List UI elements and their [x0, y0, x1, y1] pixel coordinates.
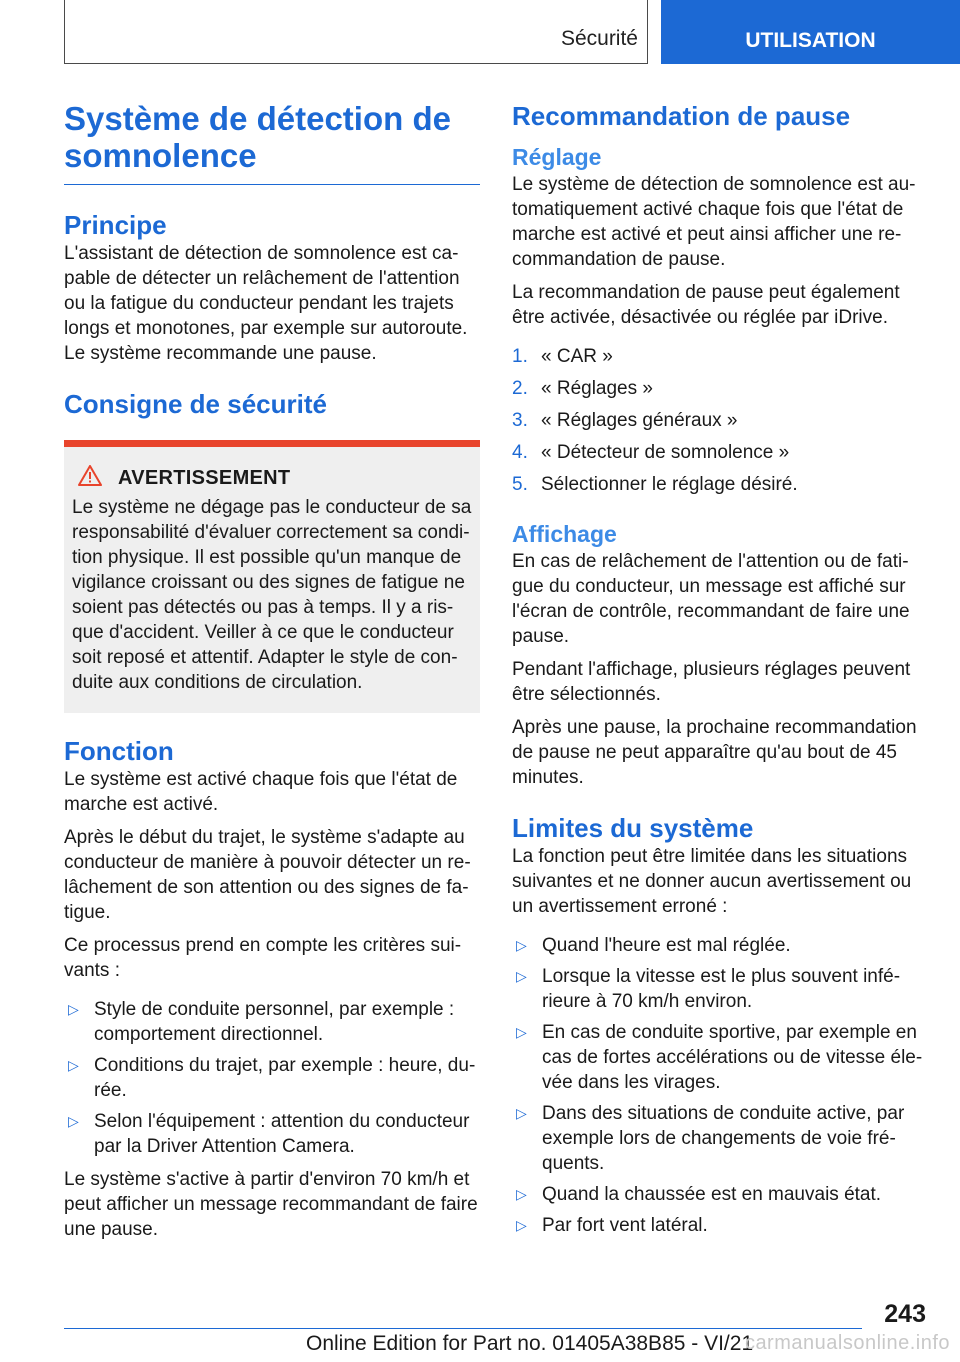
triangle-bullet-icon: ▷ — [68, 1113, 79, 1129]
limites-heading: Limites du système — [512, 813, 754, 843]
page-title: Système de détection de somnolence — [64, 100, 480, 185]
fonction-paragraph-4: Le système s'active à partir d'environ 70 km/h et peut afficher un message recommandant de faire une pause. — [64, 1169, 478, 1240]
criteria-list — [64, 997, 480, 1159]
list-item: ▷ Style de conduite personnel, par exemple : comportement directionnel. — [64, 997, 480, 1047]
triangle-bullet-icon: ▷ — [516, 968, 527, 984]
fonction-paragraph-2: Après le début du trajet, le système s'adapte au conducteur de manière à pouvoir détecter un relâchement de son attention ou des signes de fatigue. — [64, 827, 471, 923]
list-item: ▷ Quand la chaussée est en mauvais état. — [512, 1182, 924, 1207]
fonction-paragraph-1: Le système est activé chaque fois que l'état de marche est activé. — [64, 769, 458, 815]
reglage-heading: Réglage — [512, 144, 602, 170]
pause-heading: Recommandation de pause — [512, 101, 851, 131]
left-column — [64, 100, 480, 1242]
limites-paragraph: La fonction peut être limitée dans les situations suivantes et ne donner aucun avertissement ou un avertissement erroné : — [512, 846, 912, 917]
affichage-heading: Affichage — [512, 521, 617, 547]
principe-text: L'assistant de détection de somnolence est capable de détecter un relâchement de l'attention ou la fatigue du conducteur pendant les trajets longs et monotones, par exemple sur autoroute. Le système recommande une pause. — [64, 243, 468, 364]
warning-title: AVERTISSEMENT — [118, 466, 291, 489]
page-number: 243 — [884, 1300, 926, 1328]
list-item: 3. « Réglages généraux » — [512, 410, 738, 431]
watermark: carmanualsonline.info — [744, 1332, 950, 1354]
list-item: 1. « CAR » — [512, 346, 613, 367]
list-item: ▷ Selon l'équipement : attention du conducteur par la Driver Attention Camera. — [64, 1109, 480, 1159]
triangle-bullet-icon: ▷ — [68, 1001, 79, 1017]
consigne-heading: Consigne de sécurité — [64, 389, 327, 419]
affichage-paragraph-1: En cas de relâchement de l'attention ou de fatigue du conducteur, un message est affiché sur l'écran de contrôle, recommandant de faire une pause. — [512, 551, 910, 647]
limites-list — [512, 933, 924, 1238]
reglage-paragraph-1: Le système de détection de somnolence est automatiquement activé chaque fois que l'état de marche est activé et peut ainsi afficher une recommandation de pause. — [512, 174, 916, 270]
fonction-heading: Fonction — [64, 736, 174, 766]
principe-heading: Principe — [64, 210, 167, 240]
triangle-bullet-icon: ▷ — [516, 1217, 527, 1233]
list-item: 5. Sélectionner le réglage désiré. — [512, 474, 798, 495]
steps-list — [512, 344, 924, 497]
footer-edition: Online Edition for Part no. 01405A38B85 - VI/21 — [306, 1332, 754, 1355]
header-section-title: Sécurité — [560, 27, 638, 50]
list-item: ▷ Conditions du trajet, par exemple : heure, durée. — [64, 1053, 480, 1103]
warning-header — [72, 465, 472, 491]
list-item: 2. « Réglages » — [512, 378, 653, 399]
triangle-bullet-icon: ▷ — [516, 1105, 527, 1121]
warning-triangle-icon — [78, 465, 102, 491]
affichage-paragraph-3: Après une pause, la prochaine recommandation de pause ne peut apparaître qu'au bout de 45 minutes. — [512, 717, 917, 788]
list-item: ▷ En cas de conduite sportive, par exemple en cas de fortes accélérations ou de vitesse élevée dans les virages. — [512, 1020, 924, 1095]
warning-box — [64, 440, 480, 713]
fonction-paragraph-3: Ce processus prend en compte les critères suivants : — [64, 935, 462, 981]
list-item: ▷ Dans des situations de conduite active, par exemple lors de changements de voie fréquents. — [512, 1101, 924, 1176]
list-item: ▷ Quand l'heure est mal réglée. — [512, 933, 924, 958]
list-item: 4. « Détecteur de somnolence » — [512, 442, 790, 463]
warning-text: Le système ne dégage pas le conducteur de sa responsabilité d'évaluer correctement sa condition physique. Il est possible qu'un manque de vigilance croissant ou des signes de fatigue ne soient pas détectés ou pas à temps. Il y a risque d'accident. Veiller à ce que le conducteur soit reposé et attentif. Adapter le style de conduite aux conditions de circulation. — [72, 497, 472, 693]
right-column — [512, 100, 924, 1238]
affichage-paragraph-2: Pendant l'affichage, plusieurs réglages peuvent être sélectionnés. — [512, 659, 911, 705]
triangle-bullet-icon: ▷ — [516, 937, 527, 953]
triangle-bullet-icon: ▷ — [68, 1057, 79, 1073]
triangle-bullet-icon: ▷ — [516, 1024, 527, 1040]
list-item: ▷ Par fort vent latéral. — [512, 1213, 924, 1238]
list-item: ▷ Lorsque la vitesse est le plus souvent inférieure à 70 km/h environ. — [512, 964, 924, 1014]
header-chapter-tab: UTILISATION — [661, 0, 960, 64]
reglage-paragraph-2: La recommandation de pause peut également être activée, désactivée ou réglée par iDrive. — [512, 282, 900, 328]
triangle-bullet-icon: ▷ — [516, 1186, 527, 1202]
footer-divider — [64, 1328, 862, 1329]
